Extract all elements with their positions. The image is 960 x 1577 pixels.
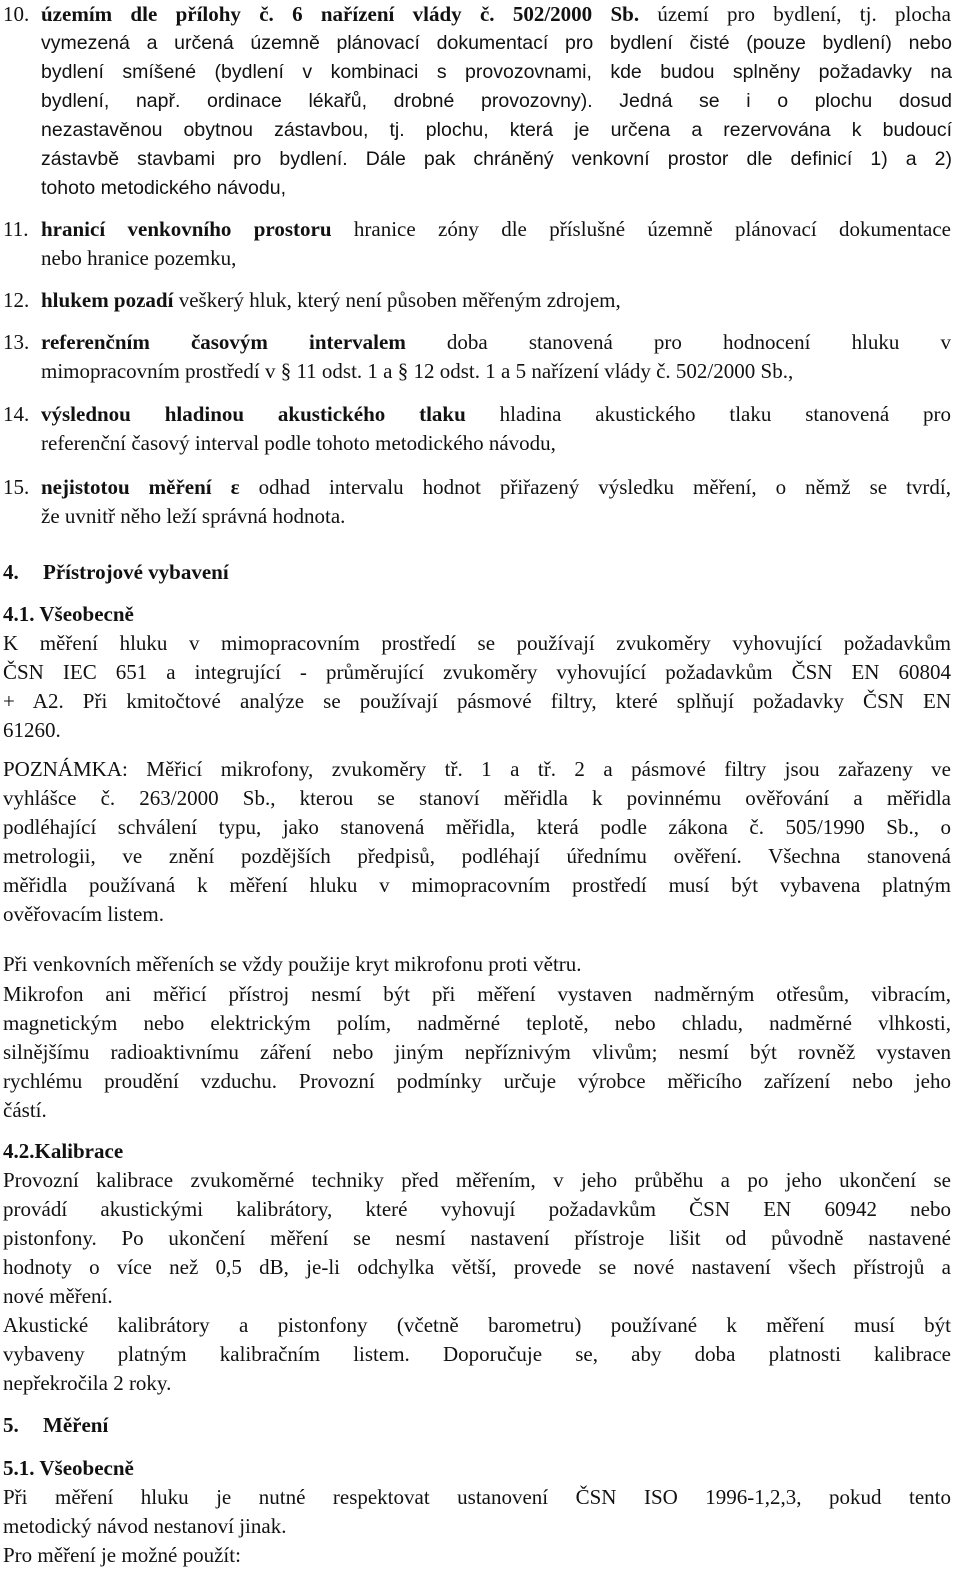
paragraph-line: Akustické kalibrátory a pistonfony (včetně barometru) používané k měření musí být: [3, 1313, 951, 1337]
definition-10-line-6: zástavbě stavbami pro bydlení. Dále pak chráněný venkovní prostor dle definicí 1) a 2): [41, 148, 952, 170]
definition-10-line-2: vymezená a určená územně plánovací dokumentací pro bydlení čisté (pouze bydlení) nebo: [41, 32, 952, 54]
note-line: POZNÁMKA: Měřicí mikrofony, zvukoměry tř. 1 a tř. 2 a pásmové filtry jsou zařazeny ve: [3, 757, 951, 781]
note-line: podléhající schválení typu, jako stanovená měřidla, která podle zákona č. 505/1990 Sb., o: [3, 815, 951, 839]
definition-11-line-2: nebo hranice pozemku,: [41, 246, 237, 270]
section-5-heading: [3, 1411, 108, 1439]
definition-text: odhad intervalu hodnot přiřazený výsledku měření, o němž se tvrdí,: [239, 475, 952, 499]
definition-text: hladina akustického tlaku stanovená pro: [465, 402, 951, 426]
definition-12-line-1: [3, 286, 621, 314]
paragraph-line: Mikrofon ani měřicí přístroj nesmí být při měření vystaven nadměrným otřesům, vibracím,: [3, 982, 951, 1006]
note-line: vyhlášce č. 263/2000 Sb., kterou se stanoví měřidla k povinnému ověřování a měřidla: [3, 786, 951, 810]
paragraph-line: nové měření.: [3, 1284, 113, 1308]
paragraph-line: nepřekročila 2 roky.: [3, 1371, 172, 1395]
paragraph-line: + A2. Při kmitočtové analýze se používají pásmové filtry, které splňují požadavky ČSN EN: [3, 689, 951, 713]
section-number: 4.: [3, 560, 19, 584]
definition-10-line-7: tohoto metodického návodu,: [41, 177, 287, 199]
paragraph-line: metodický návod nestanoví jinak.: [3, 1514, 287, 1538]
paragraph-line: částí.: [3, 1098, 47, 1122]
note-line: měřidla používaná k měření hluku v mimopracovním prostředí musí být vybavena platným: [3, 873, 951, 897]
paragraph-line: Provozní kalibrace zvukoměrné techniky před měřením, v jeho průběhu a po jeho ukončení se: [3, 1168, 951, 1192]
definition-13-line-2: mimopracovním prostředí v § 11 odst. 1 a § 12 odst. 1 a 5 nařízení vlády č. 502/2000 Sb.,: [41, 359, 794, 383]
item-number: 14.: [3, 402, 30, 426]
section-4-1-heading: 4.1. Všeobecně: [3, 602, 134, 626]
definition-14-line-1: [3, 400, 951, 428]
definition-10-line-3: bydlení smíšené (bydlení v kombinaci s provozovnami, kde budou splněny požadavky na: [41, 61, 952, 83]
definition-14-line-2: referenční časový interval podle tohoto metodického návodu,: [41, 431, 556, 455]
paragraph-line: rychlému proudění vzduchu. Provozní podmínky určuje výrobce měřicího zařízení nebo jeho: [3, 1069, 951, 1093]
paragraph-line: K měření hluku v mimopracovním prostředí se používají zvukoměry vyhovující požadavkům: [3, 631, 951, 655]
paragraph-line: pistonfony. Po ukončení měření se nesmí nastavení přístroje lišit od původně nastavené: [3, 1226, 951, 1250]
definition-term: hranicí venkovního prostoru: [41, 217, 332, 241]
section-4-2-heading: 4.2.Kalibrace: [3, 1139, 124, 1163]
paragraph-line: vybaveny platným kalibračním listem. Doporučuje se, aby doba platnosti kalibrace: [3, 1342, 951, 1366]
paragraph-line: Při měření hluku je nutné respektovat ustanovení ČSN ISO 1996-1,2,3, pokud tento: [3, 1485, 951, 1509]
definition-term: nejistotou měření ε: [41, 475, 240, 499]
paragraph-line: Při venkovních měřeních se vždy použije kryt mikrofonu proti větru.: [3, 952, 582, 976]
paragraph-line: magnetickým nebo elektrickým polím, nadměrné teplotě, nebo chladu, nadměrné vlhkosti,: [3, 1011, 951, 1035]
item-number: 13.: [3, 330, 30, 354]
definition-term: výslednou hladinou akustického tlaku: [41, 402, 466, 426]
paragraph-line: ČSN IEC 651 a integrující - průměrující zvukoměry vyhovující požadavkům ČSN EN 60804: [3, 660, 951, 684]
definition-text: doba stanovená pro hodnocení hluku v: [405, 330, 951, 354]
definition-13-line-1: [3, 328, 951, 356]
section-title: Měření: [43, 1413, 109, 1437]
definition-10-line-1: [3, 0, 951, 28]
item-number: 10.: [3, 2, 30, 26]
definition-term: hlukem pozadí: [41, 288, 174, 312]
definition-15-line-2: že uvnitř něho leží správná hodnota.: [41, 504, 346, 528]
definition-term: referenčním časovým intervalem: [41, 330, 406, 354]
definition-text: veškerý hluk, který není působen měřeným zdrojem,: [173, 288, 621, 312]
paragraph-line: 61260.: [3, 718, 61, 742]
note-line: metrologii, ve znění pozdějších předpisů, podléhají úřednímu ověření. Všechna stanovená: [3, 844, 951, 868]
section-4-heading: [3, 558, 229, 586]
paragraph-line: Pro měření je možné použít:: [3, 1543, 241, 1567]
item-number: 11.: [3, 217, 29, 241]
definition-10-line-4: bydlení, např. ordinace lékařů, drobné provozovny). Jedná se i o plochu dosud: [41, 90, 952, 112]
definition-text: území pro bydlení, tj. plocha: [639, 2, 951, 26]
definition-10-line-5: nezastavěnou obytnou zástavbou, tj. plochu, která je určena a rezervována k budoucí: [41, 119, 952, 141]
definition-11-line-1: [3, 215, 951, 243]
paragraph-line: silnějšímu radioaktivnímu záření nebo jiným nepříznivým vlivům; nesmí být rovněž vystaven: [3, 1040, 951, 1064]
section-5-1-heading: 5.1. Všeobecně: [3, 1456, 134, 1480]
paragraph-line: hodnoty o více než 0,5 dB, je-li odchylka větší, provede se nové nastavení všech přístrojů a: [3, 1255, 951, 1279]
paragraph-line: provádí akustickými kalibrátory, které vyhovují požadavkům ČSN EN 60942 nebo: [3, 1197, 951, 1221]
item-number: 15.: [3, 475, 30, 499]
definition-text: hranice zóny dle příslušné územně plánovací dokumentace: [331, 217, 952, 241]
definition-15-line-1: [3, 473, 951, 501]
item-number: 12.: [3, 288, 30, 312]
section-title: Přístrojové vybavení: [43, 560, 229, 584]
section-number: 5.: [3, 1413, 19, 1437]
note-line: ověřovacím listem.: [3, 902, 164, 926]
definition-term: územím dle přílohy č. 6 nařízení vlády č. 502/2000 Sb.: [41, 2, 640, 26]
